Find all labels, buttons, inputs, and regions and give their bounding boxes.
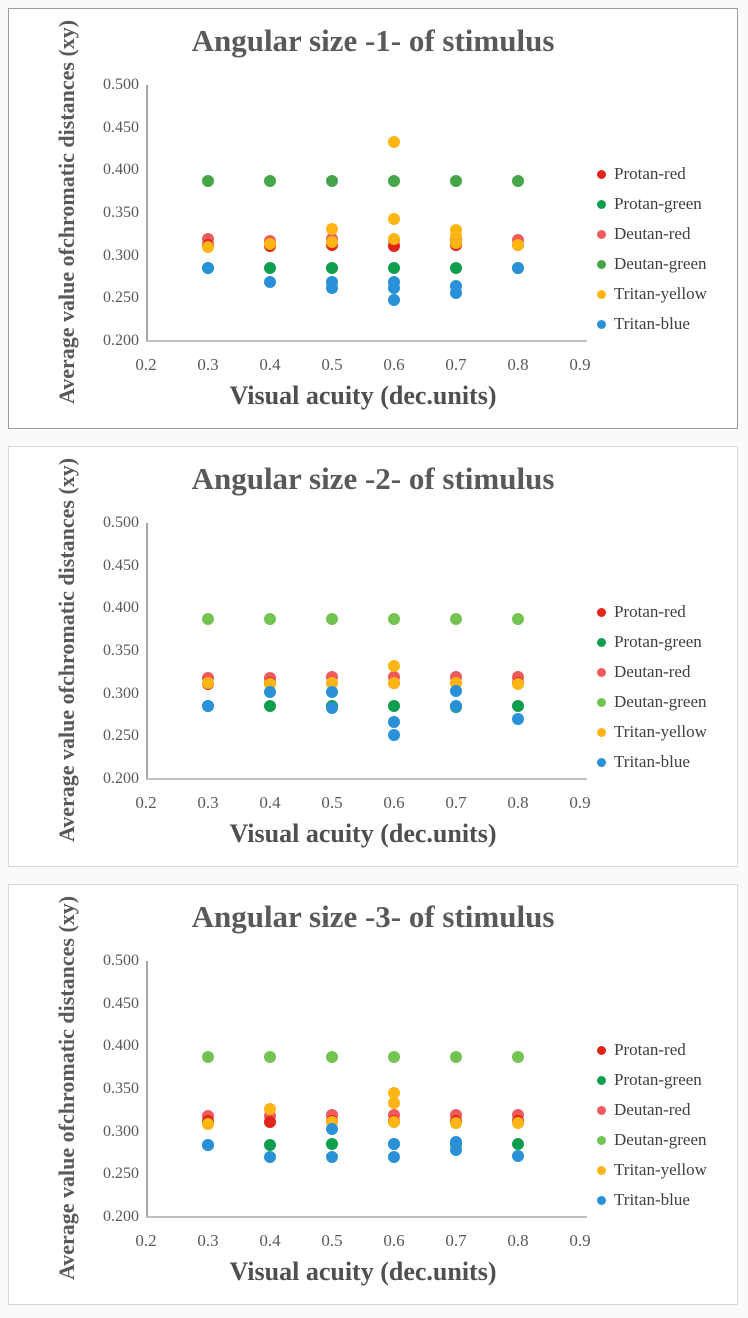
data-point xyxy=(388,660,400,672)
data-point xyxy=(264,262,276,274)
x-tick-label: 0.4 xyxy=(259,1231,281,1250)
legend xyxy=(597,447,737,866)
y-tick-label: 0.450 xyxy=(103,556,139,574)
y-axis-title-line1: Average value of xyxy=(54,1124,79,1281)
data-point xyxy=(388,1051,400,1063)
data-point xyxy=(388,262,400,274)
legend-label: Tritan-yellow xyxy=(614,722,707,741)
data-point xyxy=(512,1117,524,1129)
data-point xyxy=(264,1139,276,1151)
y-tick-label: 0.500 xyxy=(103,952,139,969)
data-point xyxy=(512,678,524,690)
legend-item xyxy=(597,283,707,305)
y-axis-line xyxy=(146,961,148,1217)
y-tick-label: 0.200 xyxy=(103,1208,139,1225)
legend-marker-icon xyxy=(597,320,606,329)
data-point xyxy=(326,1138,338,1150)
x-tick-label: 0.3 xyxy=(197,1231,219,1250)
data-point xyxy=(388,700,400,712)
legend-marker-icon xyxy=(597,728,606,737)
legend-item xyxy=(597,1189,690,1211)
data-point xyxy=(202,262,214,274)
y-tick-label: 0.500 xyxy=(103,76,139,93)
data-point xyxy=(264,1116,276,1128)
x-axis-line xyxy=(146,1216,587,1218)
legend-label: Tritan-blue xyxy=(614,752,690,771)
legend-label: Deutan-red xyxy=(614,662,691,681)
data-point xyxy=(450,1117,462,1129)
chart-panel-angular-size-2 xyxy=(8,446,738,867)
data-point xyxy=(326,686,338,698)
y-axis-title-line2: chromatic distances (xy) xyxy=(54,19,79,249)
x-tick-label: 0.6 xyxy=(383,793,405,812)
data-point xyxy=(264,1051,276,1063)
y-axis-line xyxy=(146,85,148,341)
legend-label: Protan-green xyxy=(614,1070,702,1089)
x-tick-label: 0.5 xyxy=(321,355,343,374)
x-tick-label: 0.7 xyxy=(445,793,467,812)
legend-label: Tritan-yellow xyxy=(614,1160,707,1179)
y-axis-title-line2: chromatic distances (xy) xyxy=(54,457,79,687)
y-tick-label: 0.250 xyxy=(103,727,139,745)
x-tick-label: 0.9 xyxy=(569,355,591,374)
data-point xyxy=(326,1123,338,1135)
legend-label: Deutan-green xyxy=(614,692,707,711)
data-point xyxy=(202,1118,214,1130)
x-axis-line xyxy=(146,778,587,780)
y-tick-label: 0.300 xyxy=(103,246,139,264)
legend-label: Deutan-red xyxy=(614,1100,691,1119)
legend-item xyxy=(597,1039,686,1061)
data-point xyxy=(512,1150,524,1162)
data-point xyxy=(264,1151,276,1163)
x-axis-line xyxy=(146,340,587,342)
data-point xyxy=(326,236,338,248)
data-point xyxy=(388,1097,400,1109)
data-point xyxy=(202,1051,214,1063)
legend-marker-icon xyxy=(597,200,606,209)
y-tick-label: 0.250 xyxy=(103,289,139,307)
x-tick-label: 0.2 xyxy=(135,793,157,812)
x-axis-title: Visual acuity (dec.units) xyxy=(229,819,497,848)
data-point xyxy=(450,262,462,274)
chart-title: Angular size -1- of stimulus xyxy=(191,23,555,58)
legend-label: Protan-green xyxy=(614,194,702,213)
data-point xyxy=(388,613,400,625)
data-point xyxy=(450,287,462,299)
legend-label: Deutan-green xyxy=(614,254,707,273)
y-tick-label: 0.400 xyxy=(103,1037,139,1055)
legend-marker-icon xyxy=(597,608,606,617)
legend xyxy=(597,885,737,1304)
data-point xyxy=(326,1051,338,1063)
legend-item xyxy=(597,223,690,245)
legend-marker-icon xyxy=(597,260,606,269)
data-point xyxy=(512,713,524,725)
data-point xyxy=(388,282,400,294)
legend-marker-icon xyxy=(597,1106,606,1115)
data-point xyxy=(326,702,338,714)
y-tick-label: 0.250 xyxy=(103,1165,139,1183)
legend-item xyxy=(597,661,690,683)
data-point xyxy=(512,1051,524,1063)
data-point xyxy=(388,1151,400,1163)
data-point xyxy=(388,213,400,225)
y-tick-label: 0.300 xyxy=(103,684,139,702)
x-tick-label: 0.9 xyxy=(569,1231,591,1250)
data-point xyxy=(264,686,276,698)
data-point xyxy=(264,175,276,187)
y-tick-label: 0.300 xyxy=(103,1122,139,1140)
legend-marker-icon xyxy=(597,638,606,647)
x-tick-label: 0.9 xyxy=(569,793,591,812)
legend-marker-icon xyxy=(597,170,606,179)
x-tick-label: 0.5 xyxy=(321,793,343,812)
legend-label: Protan-red xyxy=(614,1040,686,1059)
legend-item xyxy=(597,691,707,713)
data-point xyxy=(264,700,276,712)
y-tick-label: 0.450 xyxy=(103,994,139,1012)
x-tick-label: 0.8 xyxy=(507,1231,529,1250)
legend-marker-icon xyxy=(597,1136,606,1145)
legend-label: Tritan-yellow xyxy=(614,284,707,303)
data-point xyxy=(326,613,338,625)
chart-panel-angular-size-3 xyxy=(8,884,738,1305)
legend-item xyxy=(597,313,690,335)
legend-item xyxy=(597,253,707,275)
data-point xyxy=(202,175,214,187)
y-tick-label: 0.400 xyxy=(103,599,139,617)
legend-item xyxy=(597,751,690,773)
data-point xyxy=(512,239,524,251)
legend-marker-icon xyxy=(597,290,606,299)
data-point xyxy=(264,276,276,288)
data-point xyxy=(388,716,400,728)
data-point xyxy=(326,262,338,274)
y-tick-label: 0.350 xyxy=(103,642,139,659)
data-point xyxy=(264,238,276,250)
data-point xyxy=(450,175,462,187)
legend-item xyxy=(597,193,702,215)
x-tick-label: 0.8 xyxy=(507,355,529,374)
data-point xyxy=(388,175,400,187)
x-tick-label: 0.7 xyxy=(445,355,467,374)
chart-title: Angular size -3- of stimulus xyxy=(191,899,555,934)
x-tick-label: 0.3 xyxy=(197,793,219,812)
legend xyxy=(597,9,737,428)
data-point xyxy=(326,223,338,235)
x-tick-label: 0.2 xyxy=(135,1231,157,1250)
legend-marker-icon xyxy=(597,1166,606,1175)
legend-marker-icon xyxy=(597,758,606,767)
x-tick-label: 0.4 xyxy=(259,793,281,812)
chart-title: Angular size -2- of stimulus xyxy=(191,461,555,496)
data-point xyxy=(512,1138,524,1150)
y-tick-label: 0.500 xyxy=(103,514,139,531)
x-axis-title: Visual acuity (dec.units) xyxy=(229,381,497,410)
x-tick-label: 0.7 xyxy=(445,1231,467,1250)
data-point xyxy=(388,294,400,306)
legend-marker-icon xyxy=(597,668,606,677)
x-tick-label: 0.4 xyxy=(259,355,281,374)
y-axis-title-line2: chromatic distances (xy) xyxy=(54,895,79,1125)
data-point xyxy=(264,613,276,625)
data-point xyxy=(512,175,524,187)
y-tick-label: 0.200 xyxy=(103,770,139,787)
x-tick-label: 0.3 xyxy=(197,355,219,374)
data-point xyxy=(202,613,214,625)
data-point xyxy=(388,677,400,689)
y-tick-label: 0.400 xyxy=(103,161,139,179)
data-point xyxy=(512,613,524,625)
legend-marker-icon xyxy=(597,698,606,707)
data-point xyxy=(202,1139,214,1151)
data-point xyxy=(326,1151,338,1163)
legend-item xyxy=(597,1099,690,1121)
data-point xyxy=(388,1116,400,1128)
data-point xyxy=(388,1138,400,1150)
x-tick-label: 0.5 xyxy=(321,1231,343,1250)
legend-item xyxy=(597,601,686,623)
data-point xyxy=(264,1103,276,1115)
legend-marker-icon xyxy=(597,230,606,239)
data-point xyxy=(388,136,400,148)
legend-item xyxy=(597,1129,707,1151)
legend-marker-icon xyxy=(597,1076,606,1085)
legend-marker-icon xyxy=(597,1196,606,1205)
data-point xyxy=(202,700,214,712)
x-axis-title: Visual acuity (dec.units) xyxy=(229,1257,497,1286)
data-point xyxy=(450,613,462,625)
y-tick-label: 0.450 xyxy=(103,118,139,136)
legend-item xyxy=(597,1069,702,1091)
data-point xyxy=(202,241,214,253)
legend-label: Protan-red xyxy=(614,164,686,183)
x-tick-label: 0.6 xyxy=(383,1231,405,1250)
y-tick-label: 0.350 xyxy=(103,204,139,221)
chart-panel-angular-size-1 xyxy=(8,8,738,429)
y-axis-title-line1: Average value of xyxy=(54,686,79,843)
x-tick-label: 0.6 xyxy=(383,355,405,374)
x-tick-label: 0.8 xyxy=(507,793,529,812)
data-point xyxy=(450,1051,462,1063)
legend-item xyxy=(597,721,707,743)
legend-item xyxy=(597,631,702,653)
legend-label: Tritan-blue xyxy=(614,1190,690,1209)
y-axis-title-line1: Average value of xyxy=(54,248,79,405)
legend-item xyxy=(597,163,686,185)
legend-label: Protan-green xyxy=(614,632,702,651)
data-point xyxy=(326,282,338,294)
data-point xyxy=(326,175,338,187)
y-tick-label: 0.350 xyxy=(103,1080,139,1097)
data-point xyxy=(512,262,524,274)
y-axis-line xyxy=(146,523,148,779)
legend-label: Protan-red xyxy=(614,602,686,621)
legend-item xyxy=(597,1159,707,1181)
legend-label: Tritan-blue xyxy=(614,314,690,333)
data-point xyxy=(450,1144,462,1156)
data-point xyxy=(450,237,462,249)
data-point xyxy=(450,685,462,697)
x-tick-label: 0.2 xyxy=(135,355,157,374)
y-tick-label: 0.200 xyxy=(103,332,139,349)
legend-marker-icon xyxy=(597,1046,606,1055)
data-point xyxy=(388,729,400,741)
data-point xyxy=(512,700,524,712)
legend-label: Deutan-green xyxy=(614,1130,707,1149)
legend-label: Deutan-red xyxy=(614,224,691,243)
